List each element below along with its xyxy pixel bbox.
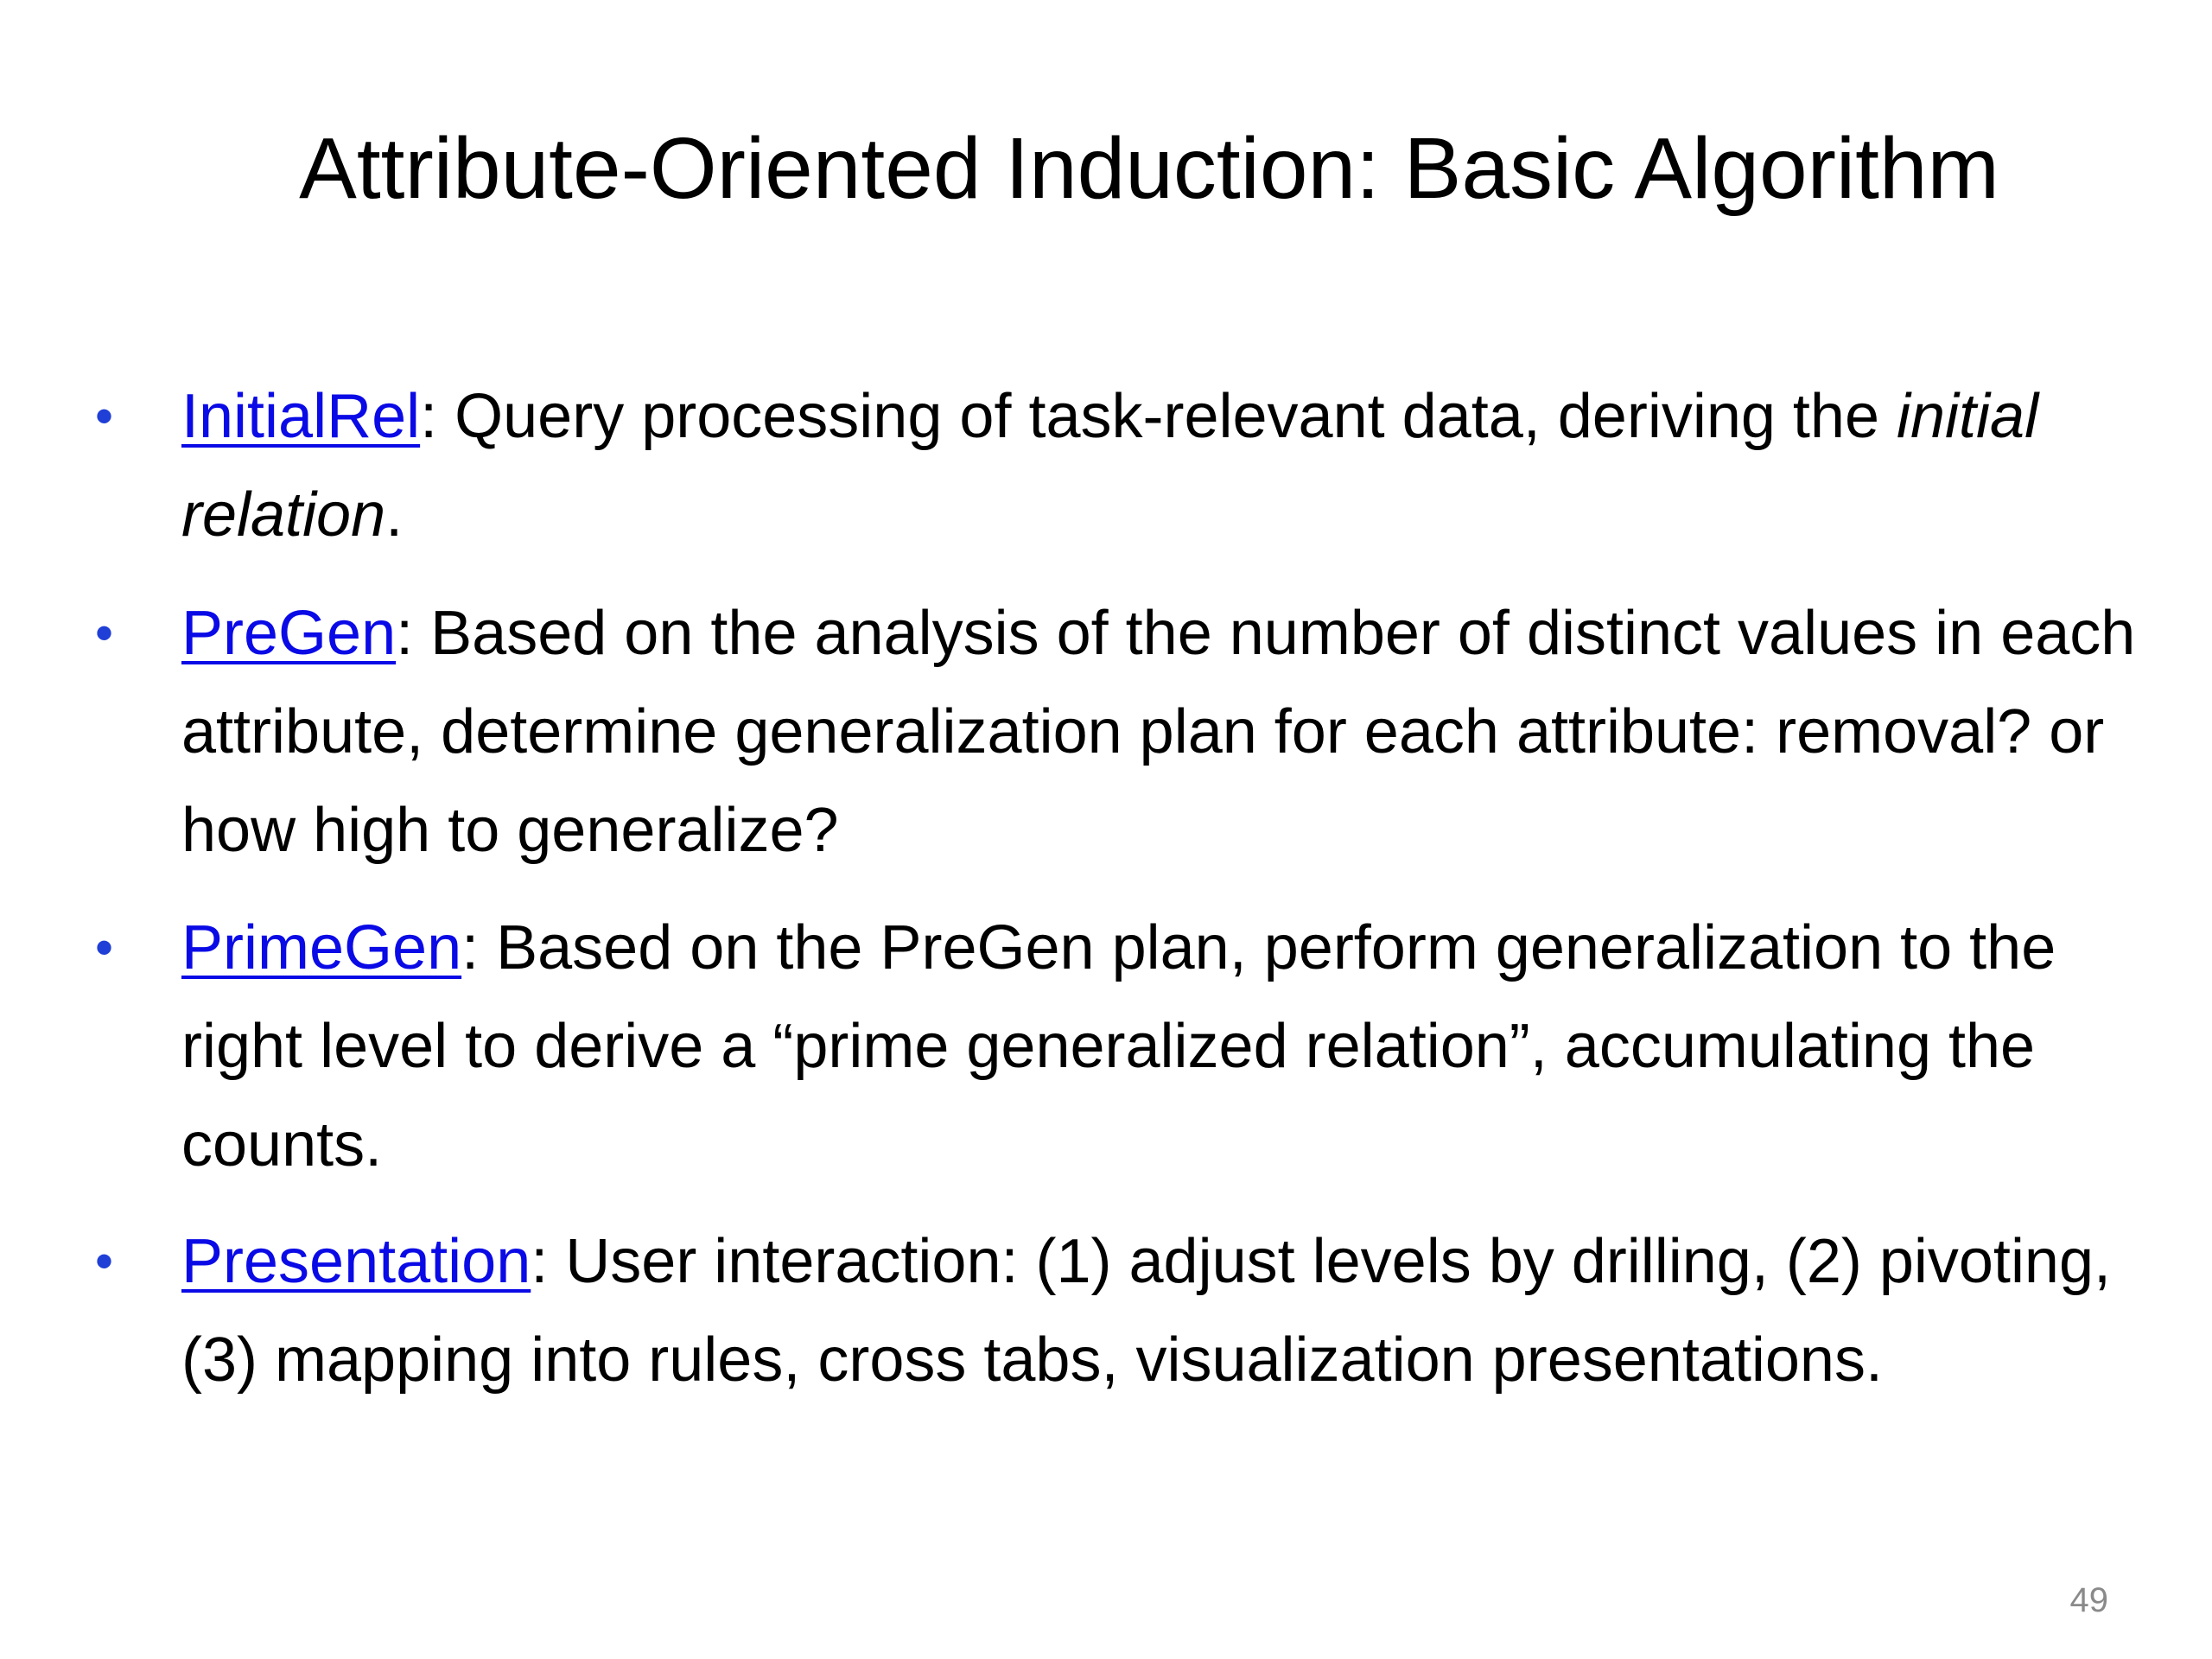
bullet-text: : Query processing of task-relevant data, deriving the [420,382,1897,451]
bullet-dot-icon: • [95,387,114,445]
bullet-dot-icon: • [95,604,114,662]
bullet-tail: . [385,480,404,550]
bullet-dot-icon: • [95,918,114,976]
term-link-pregen[interactable]: PreGen [181,599,397,668]
bullet-dot-icon: • [95,1232,114,1290]
bullet-presentation [95,1212,2143,1409]
bullet-primegen [95,899,2143,1194]
term-link-presentation[interactable]: Presentation [181,1227,531,1296]
bullet-text: : Based on the PreGen plan, perform generalization to the right level to derive a “prime generalized relation”, accumulating the counts. [181,913,2056,1179]
bullet-emphasis: initial relation [181,382,2039,550]
page-number: 49 [2069,1581,2108,1619]
slide-title: Attribute-Oriented Induction: Basic Algorithm [299,120,1999,217]
bullet-text: : Based on the analysis of the number of distinct values in each attribute, determine generalization plan for each attribute: removal? or how high to generalize? [181,599,2136,865]
term-link-primegen[interactable]: PrimeGen [181,913,462,982]
bullet-text: : User interaction: (1) adjust levels by drilling, (2) pivoting, (3) mapping into rules, cross tabs, visualization presentations. [181,1227,2112,1395]
bullet-initialrel [95,367,2143,564]
bullet-pregen [95,584,2143,880]
term-link-initialrel[interactable]: InitialRel [181,382,421,451]
